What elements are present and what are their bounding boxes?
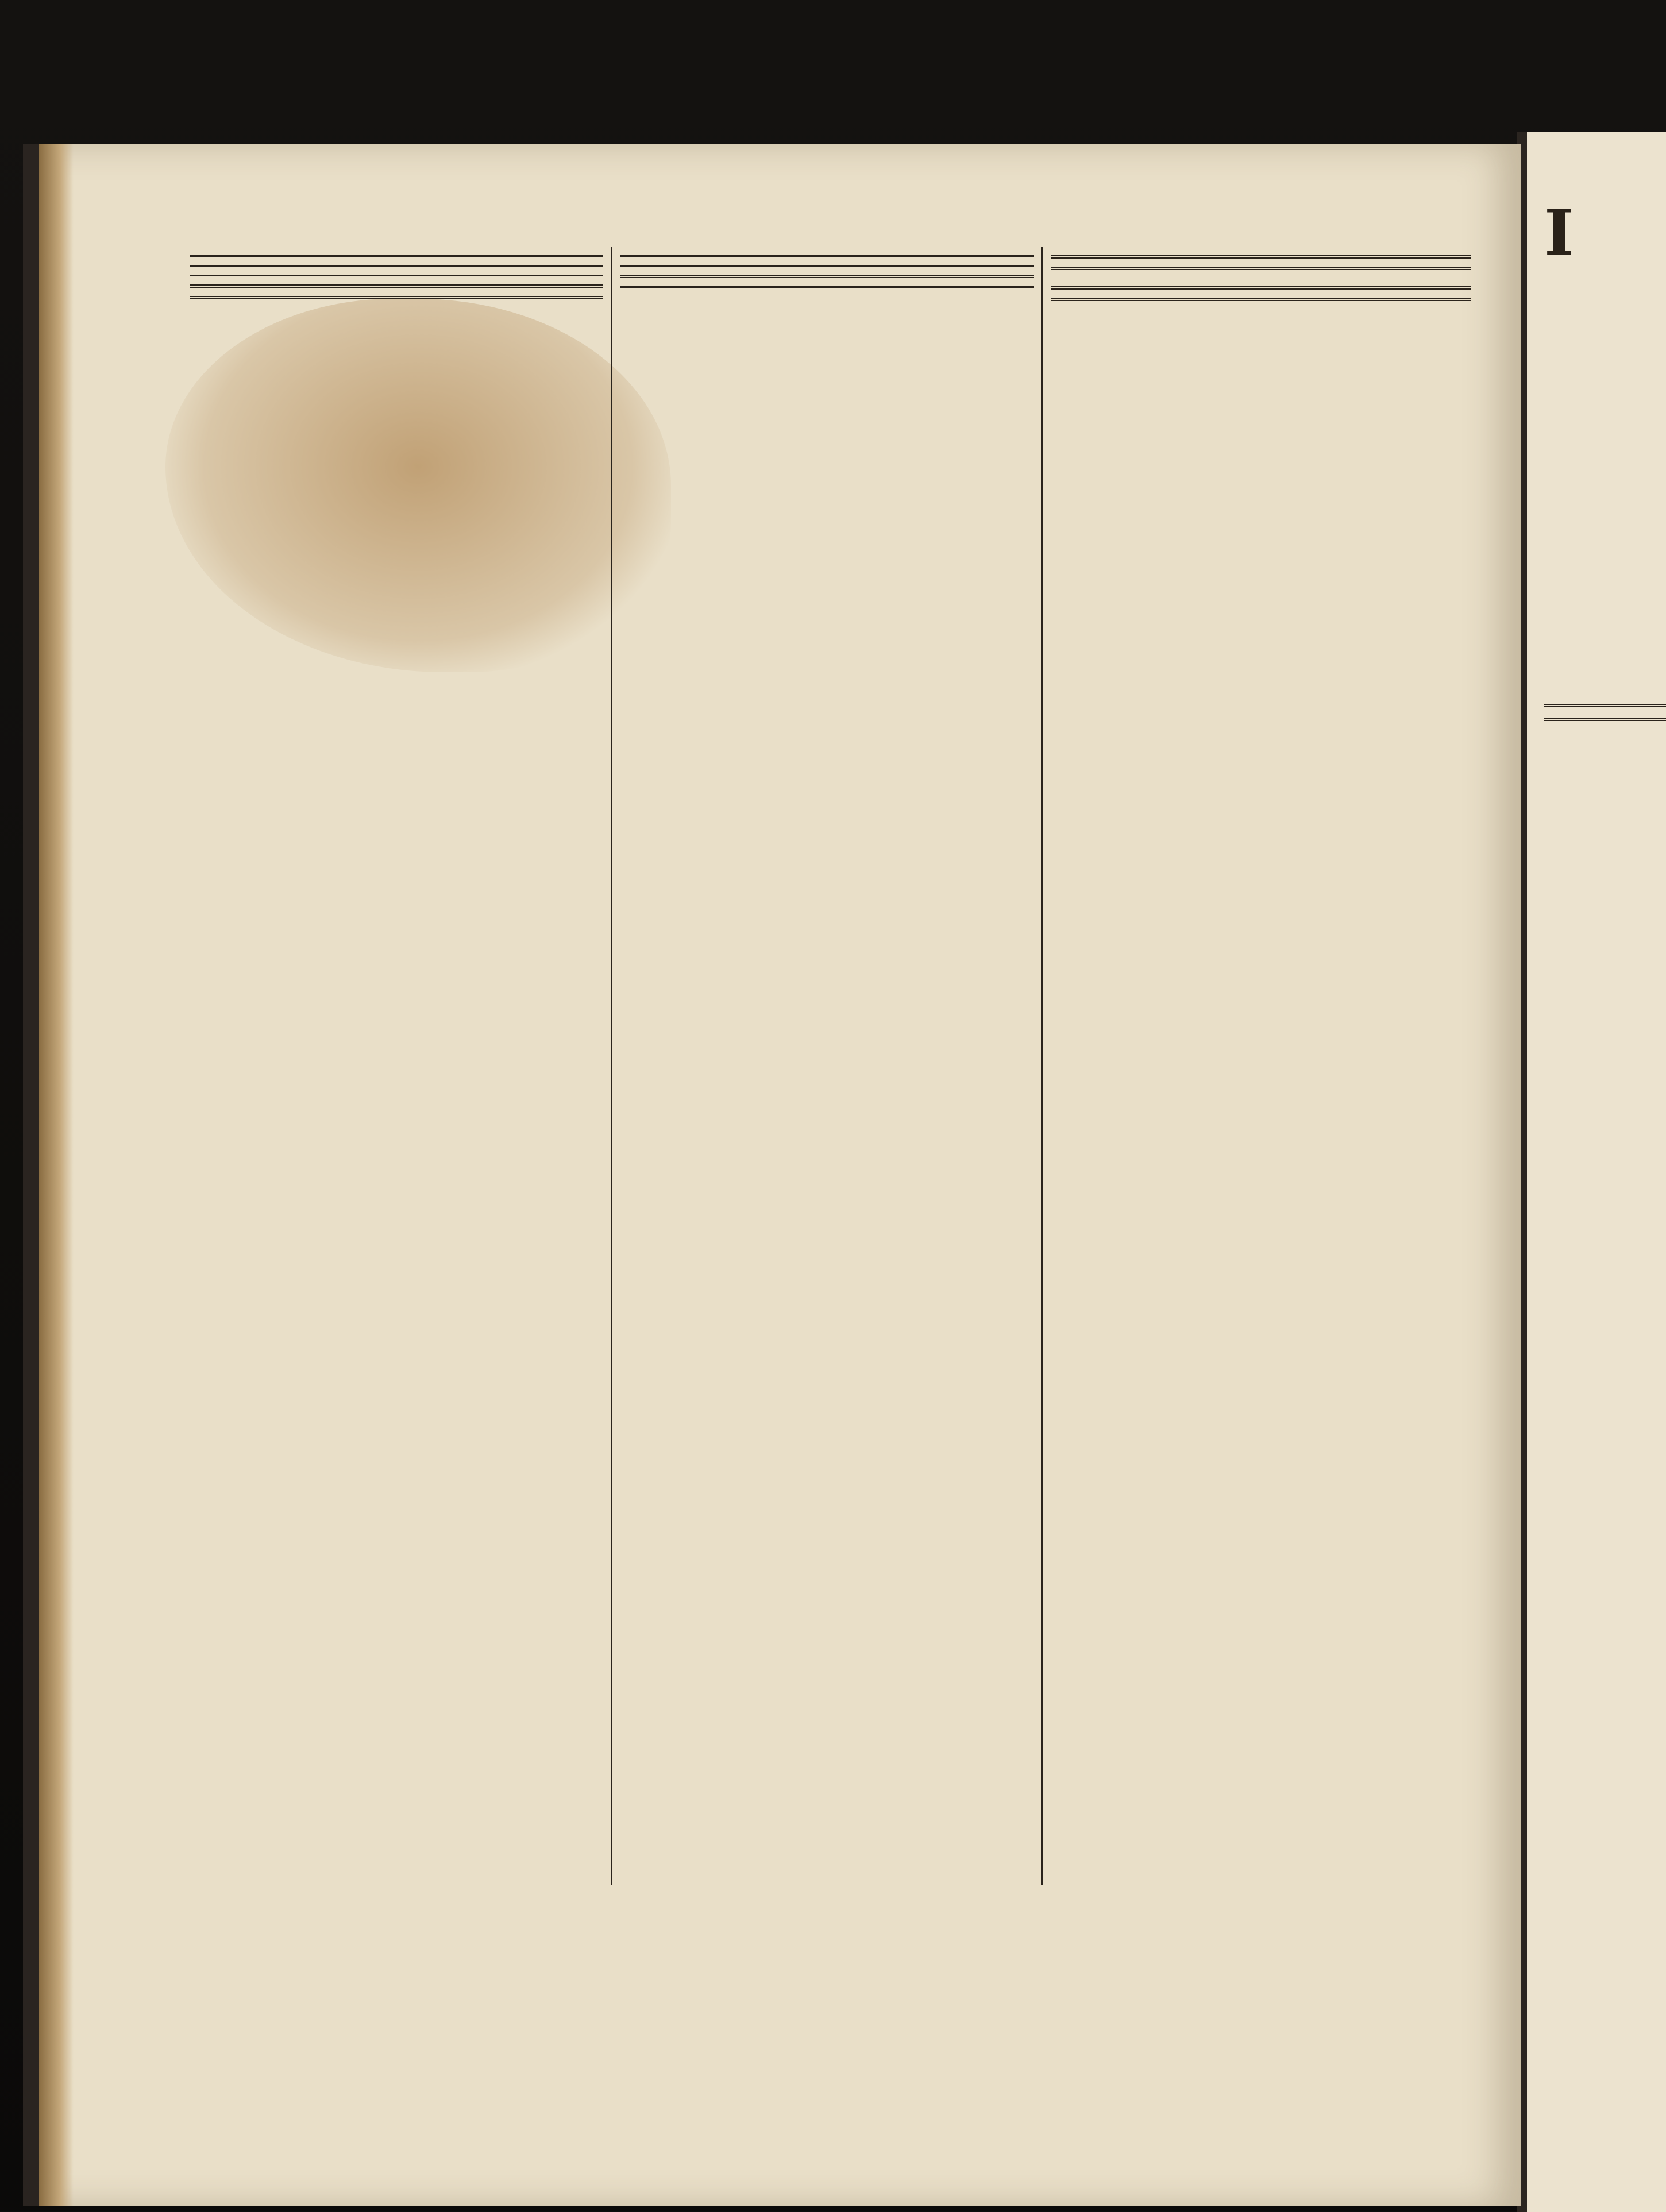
facing-page (1517, 132, 1666, 2212)
double-divider (1051, 255, 1471, 259)
divider (190, 275, 603, 276)
double-divider (190, 284, 603, 288)
column-rule-2 (1041, 247, 1043, 1885)
column-1 (190, 247, 603, 307)
double-divider (1051, 298, 1471, 301)
double-divider (1051, 286, 1471, 290)
double-divider (1051, 267, 1471, 270)
column-3 (1051, 247, 1471, 315)
facing-page-initial: I (1544, 195, 1574, 269)
divider (620, 255, 1034, 257)
divider (620, 286, 1034, 288)
divider (190, 255, 603, 257)
divider (620, 265, 1034, 267)
water-stain (165, 299, 671, 672)
facing-issue-number (1544, 704, 1666, 721)
newspaper-page (23, 144, 1521, 2206)
divider (190, 265, 603, 267)
double-divider (190, 296, 603, 299)
column-rule-1 (611, 247, 612, 1885)
double-divider (620, 275, 1034, 278)
column-2 (620, 247, 1034, 296)
